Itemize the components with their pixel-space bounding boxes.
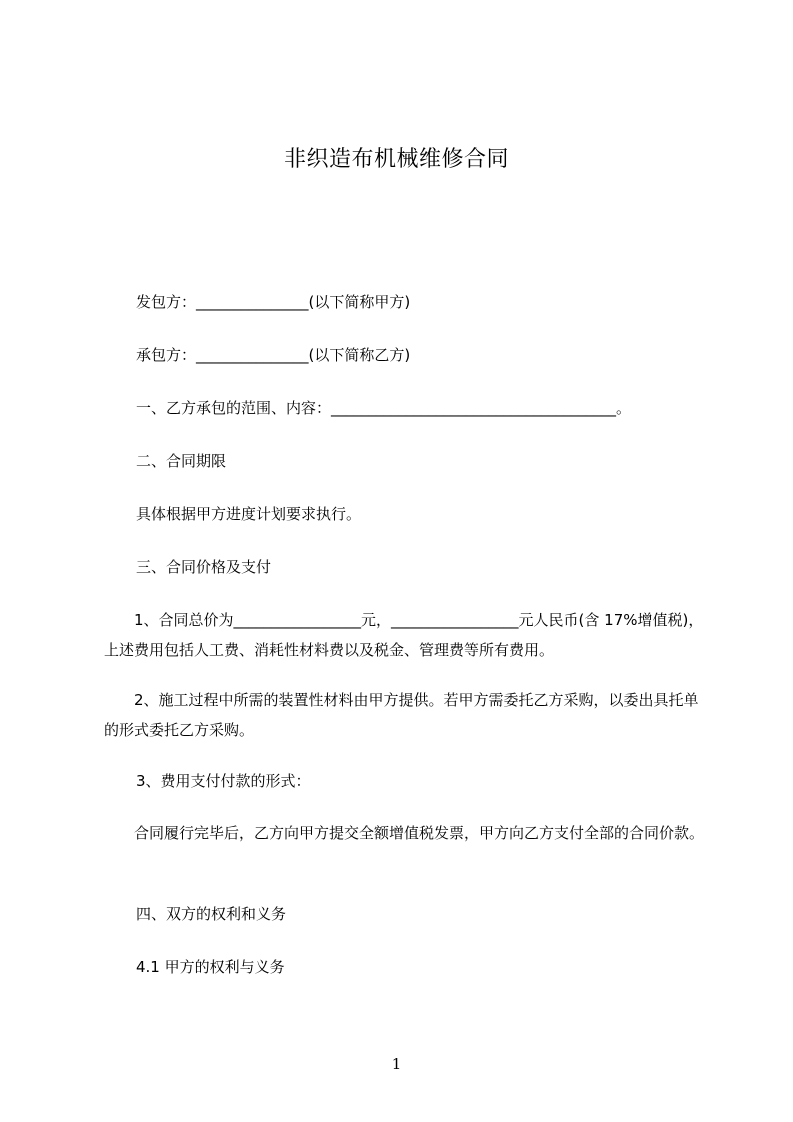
clause-3-2: 2、施工过程中所需的装置性材料由甲方提供。若甲方需委托乙方采购，以委出具托单的形式委托乙方采购。 [104,691,699,739]
clause-4-1: 4.1 甲方的权利与义务 [136,958,285,976]
section-2-heading: 二、合同期限 [136,452,227,470]
section-3-heading: 三、合同价格及支付 [136,558,272,576]
section-4-heading: 四、双方的权利和义务 [136,905,287,923]
clause-3-3-body: 合同履行完毕后，乙方向甲方提交全额增值税发票，甲方向乙方支付全部的合同价款。 [134,824,705,842]
section-1-scope: 一、乙方承包的范围、内容：______________________________________。 [136,399,632,417]
page-number: 1 [391,1055,402,1073]
section-2-body: 具体根据甲方进度计划要求执行。 [136,505,362,523]
party-b-line: 承包方：_______________(以下简称乙方) [136,346,411,364]
document-title: 非织造布机械维修合同 [283,147,509,172]
clause-3-1: 1、合同总价为_________________元，_________________元人民币(含 17%增值税)，上述费用包括人工费、消耗性材料费以及税金、管理费等所有费用。 [104,611,704,659]
clause-3-3: 3、费用支付付款的形式： [136,772,311,790]
party-a-line: 发包方：_______________(以下简称甲方) [136,293,411,311]
